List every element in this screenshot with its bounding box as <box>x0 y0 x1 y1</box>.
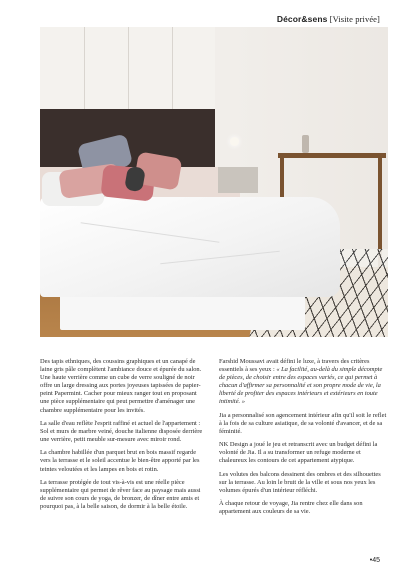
paragraph-intro: Farshid Moussavi avait défini le luxe, à travers des critères essentiels à ses yeux : <box>219 358 370 374</box>
photo-lamp <box>230 137 239 146</box>
paragraph: Des tapis ethniques, des coussins graphiques et un canapé de laine gris pâle complètent l'ambiance douce et épurée du salon. Une haute verrière comme un cube de verre souligné de noir offre un large dressing aux portes joyeuses tapissées de papier-peint Papermint. Cacher pour mieux ranger tout en proposant une pièce supplémentaire qui peut permettre d'aménager une chambre supplémentaire pour les invités. <box>40 358 202 414</box>
photo-desk <box>278 153 386 158</box>
paragraph <box>219 358 387 407</box>
paragraph: NK Design a joué le jeu et retranscrit avec un budget défini la volonté de Jia. Il a su transformer un refuge moderne et chaleureux les contours de cet appartement atypique. <box>219 441 378 465</box>
photo-nightstand <box>218 167 258 193</box>
photo-vase <box>302 135 309 153</box>
photo-cabinet-seam <box>128 27 129 109</box>
left-text-column <box>40 358 205 516</box>
paragraph: Jia a personnalisé son agencement intérieur afin qu'il soit le reflet à la fois de sa culture asiatique, de sa volonté d'avancer, et de sa féminité. <box>219 411 387 435</box>
magazine-brand: Décor&sens <box>276 14 328 24</box>
photo-cabinet-seam <box>84 27 85 109</box>
paragraph: Les volutes des balcons dessinent des ombres et des silhouettes sur la terrasse. Au loin le bruit de la ville et sous nos yeux les volumes épurés d'un intérieur réfléchi. <box>219 470 381 494</box>
paragraph: À chaque retour de voyage, Jia rentre chez elle dans son appartement aux couleurs de sa vie. <box>219 500 363 516</box>
photo-duvet <box>40 197 340 297</box>
right-text-column <box>219 358 387 522</box>
page-number: •45 <box>369 557 380 564</box>
paragraph: La salle d'eau reflète l'esprit raffiné et actuel de l'appartement : Sol et murs de marbre veiné, douche italienne disposée derrière une verrière, petit meuble sur-mesure avec miroir rond. <box>40 419 203 444</box>
paragraph: La chambre habillée d'un parquet brut en bois massif regarde vers la terrasse et le soleil accentue le bien-être apporté par les teintes veloutées et les lampes en bois et rotin. <box>40 449 200 473</box>
paragraph: La terrasse protégée de tout vis-à-vis est une réelle pièce supplémentaire qui permet de rêver face au paysage mais aussi de suivre son cours de yoga, de bronzer, de dîner entre amis et pourquoi pas, à la belle saison, de dormir à la belle étoile. <box>40 478 201 511</box>
page-header <box>277 14 380 24</box>
photo-cabinet-seam <box>172 27 173 109</box>
section-label: [Visite privée] <box>329 14 380 24</box>
bedroom-photo <box>40 27 388 337</box>
pull-quote: « La facilité, au-delà du simple décompte de pièces, de choisir entre des espaces variés, ce qui permet à chacun d'affirmer sa personnalité et son propre mode de vie, la liberté de profiter des espaces intérieurs et extérieurs en toute intimité. » <box>219 366 383 406</box>
